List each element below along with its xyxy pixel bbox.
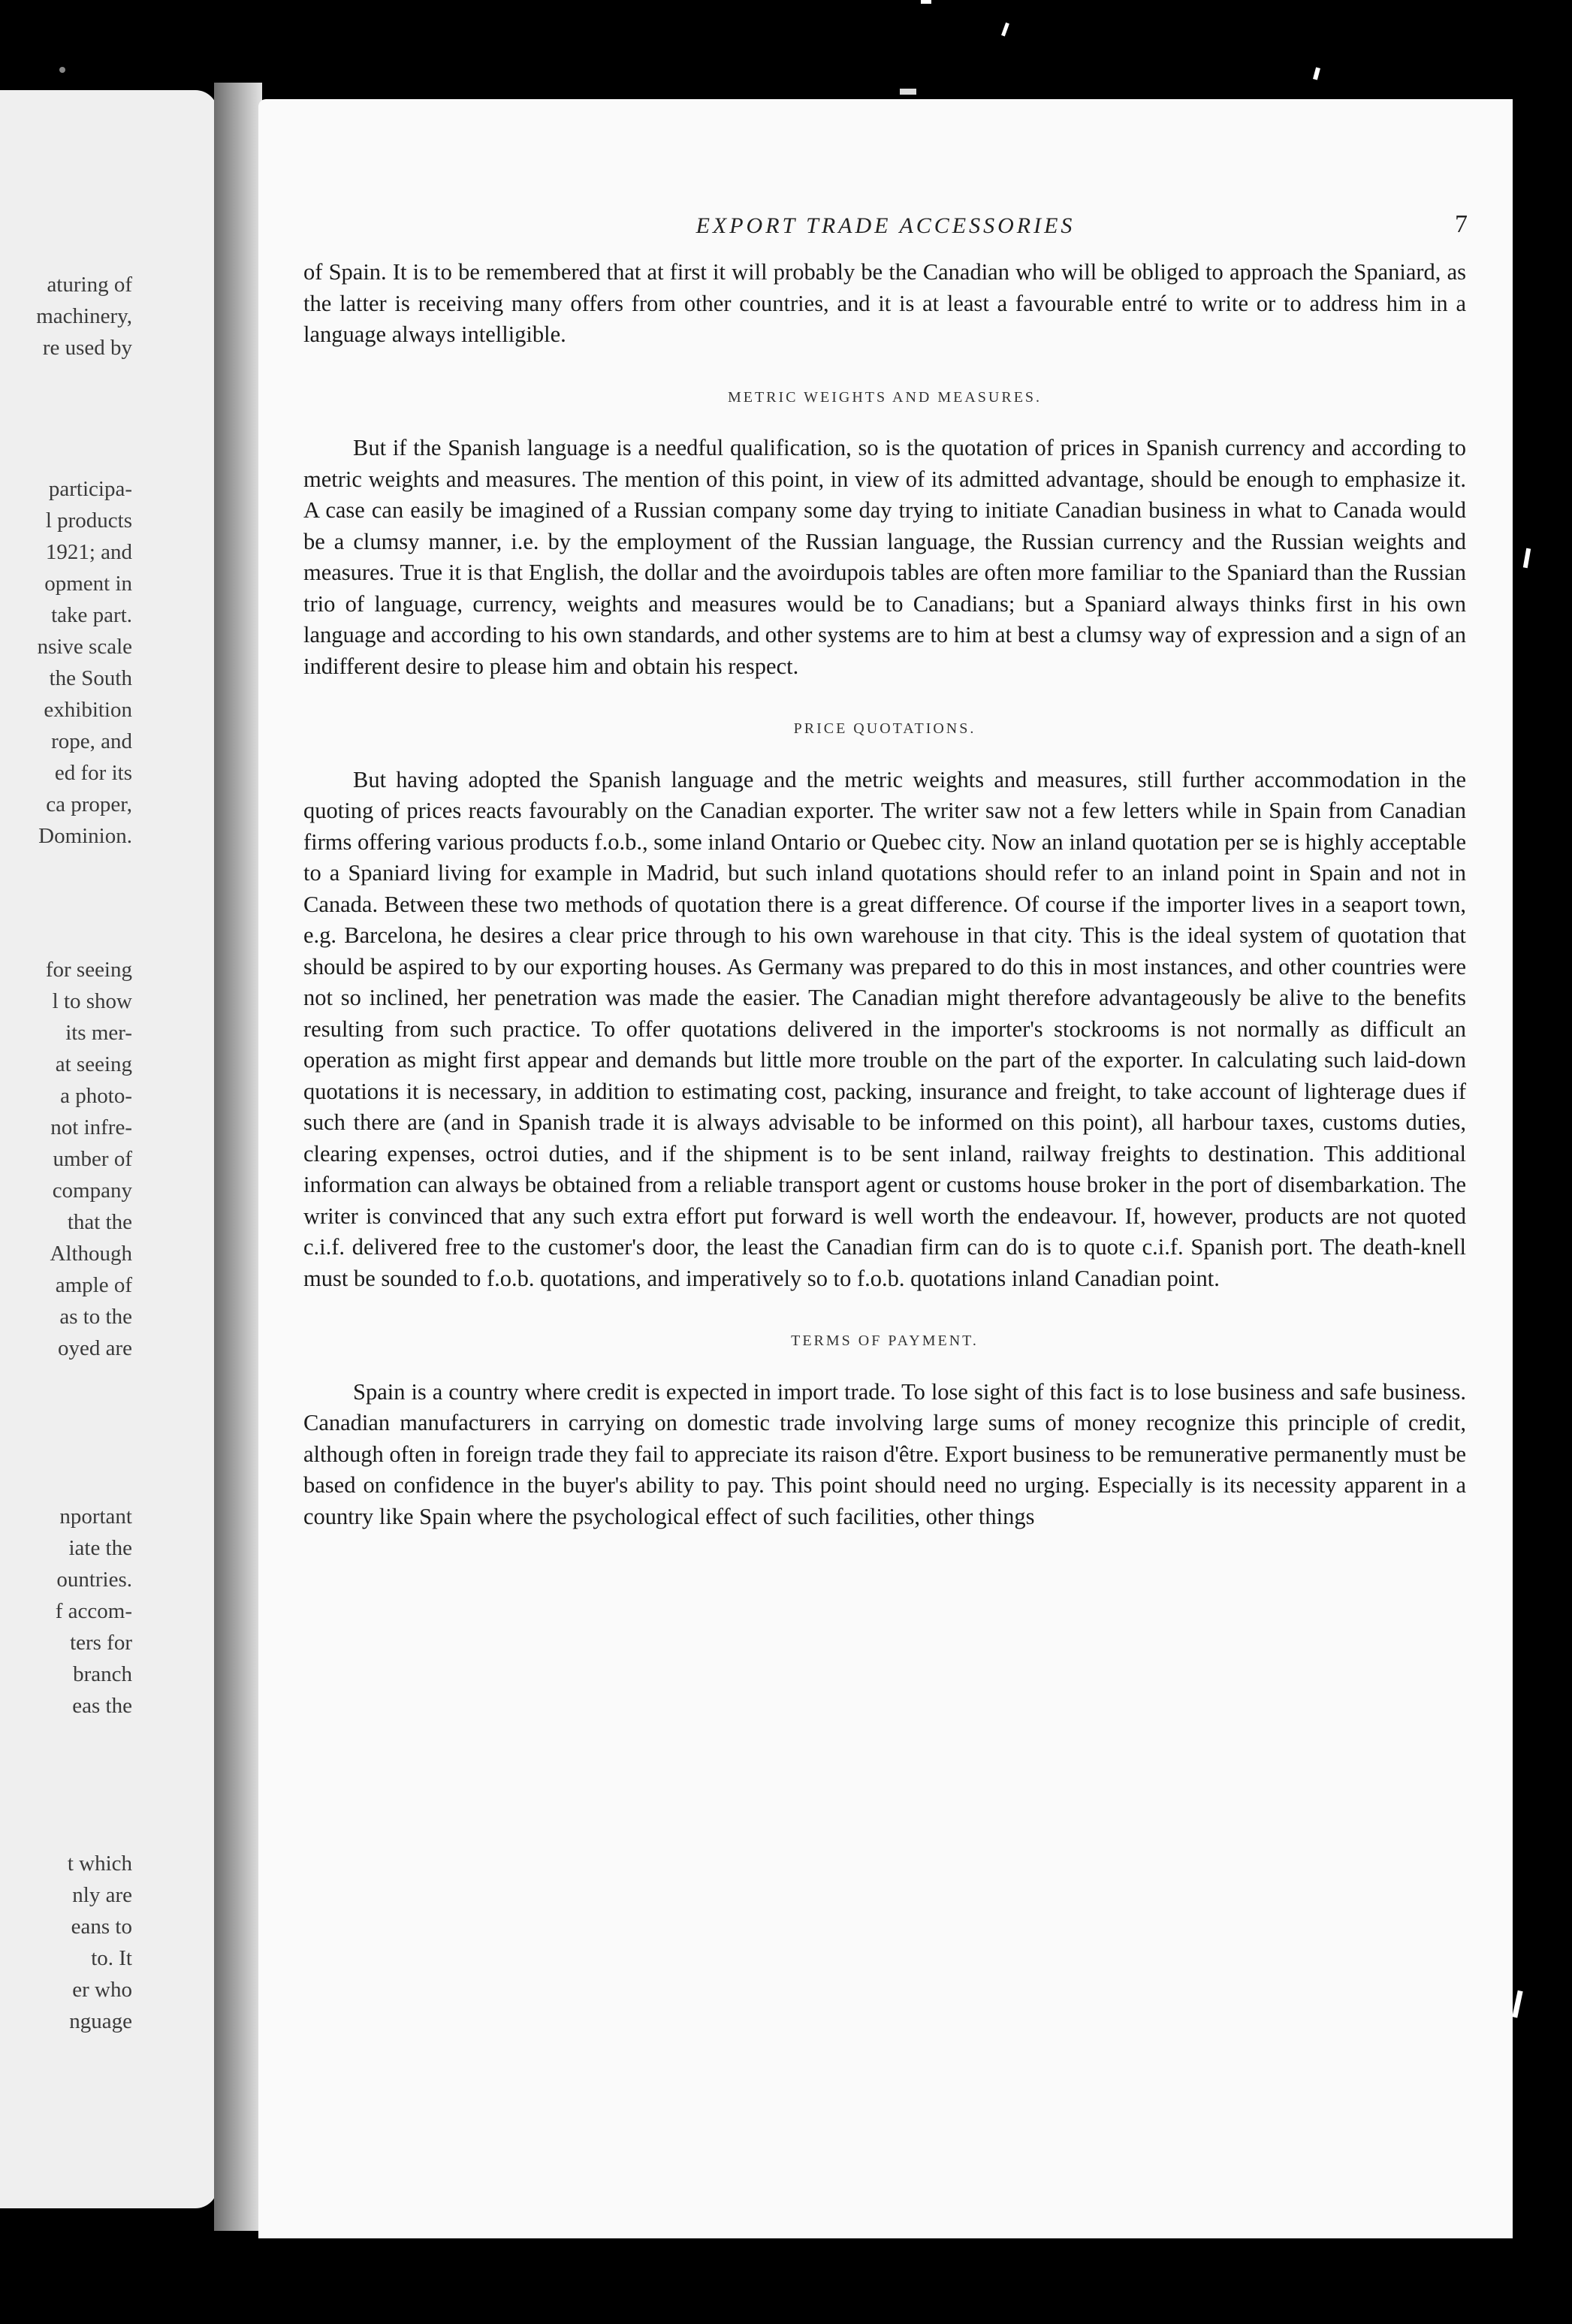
left-page-fragment-5 [68, 1848, 132, 2037]
fragment-line: f accom- [55, 1599, 132, 1623]
fragment-line: as to the [59, 1305, 132, 1329]
book-page [258, 99, 1513, 2238]
fragment-line: eans to [71, 1915, 132, 1939]
fragment-line: re used by [42, 336, 132, 360]
left-facing-page [0, 90, 218, 2208]
left-page-fragment-4 [56, 1501, 132, 1722]
fragment-line: umber of [53, 1147, 132, 1171]
left-page-fragment-3 [46, 954, 132, 1364]
fragment-line: l to show [52, 989, 132, 1013]
page-number: 7 [1455, 210, 1468, 238]
page-header [303, 210, 1468, 251]
fragment-line: ters for [70, 1631, 132, 1655]
left-page-fragment-1 [36, 269, 132, 364]
fragment-line: its mer- [65, 1021, 132, 1045]
fragment-line: er who [72, 1978, 132, 2002]
fragment-line: Although [50, 1242, 132, 1266]
section-heading-metric: METRIC WEIGHTS AND MEASURES. [727, 388, 1042, 406]
fragment-line: ample of [55, 1273, 132, 1297]
fragment-line: 1921; and [45, 540, 132, 564]
body-text [303, 257, 1466, 1532]
fragment-line: eas the [72, 1694, 132, 1718]
fragment-line: exhibition [44, 698, 132, 722]
book-gutter [214, 83, 262, 2231]
fragment-line: at seeing [55, 1052, 132, 1076]
fragment-line: machinery, [36, 304, 132, 328]
fragment-line: that the [67, 1210, 132, 1234]
fragment-line: nly are [72, 1883, 132, 1907]
fragment-line: participa- [48, 477, 132, 501]
fragment-line: nsive scale [37, 635, 132, 659]
fragment-line: company [52, 1179, 132, 1203]
fragment-line: branch [73, 1662, 132, 1686]
fragment-line: oyed are [57, 1336, 132, 1360]
fragment-line: ountries. [56, 1568, 132, 1592]
fragment-line: take part. [51, 603, 132, 627]
running-title: EXPORT TRADE ACCESSORIES [695, 213, 1076, 238]
metric-paragraph: But if the Spanish language is a needful qualification, so is the quotation of prices in Spanish currency and according to metric weights and measures. The mention of this point, in view of its admitted advantage, should be enough to emphasize it. A case can easily be imagined of a Russian company some day trying to initiate Canadian business in what to Canada would be a clumsy manner, i.e. by the employment of the Russian language, the Russian currency and the Russian weights and measures. True it is that English, the dollar and the avoirdupois tables are often more familiar to the Spaniard than the Russian trio of language, currency, weights and measures would be to Canadians; but a Spaniard always thinks first in his own language and according to his own standards, and other systems are to him at best a clumsy way of expression and a sign of an indifferent desire to please him and obtain his respect. [303, 435, 1466, 679]
fragment-line: for seeing [45, 958, 132, 982]
fragment-line: nguage [69, 2009, 132, 2033]
fragment-line: iate the [68, 1536, 132, 1560]
fragment-line: to. It [91, 1946, 132, 1970]
fragment-line: ca proper, [46, 792, 132, 816]
fragment-line: ed for its [54, 761, 132, 785]
section-heading-terms: TERMS OF PAYMENT. [791, 1333, 979, 1349]
fragment-line: a photo- [60, 1084, 132, 1108]
fragment-line: t which [67, 1852, 132, 1876]
fragment-line: aturing of [47, 273, 132, 297]
section-heading-price: PRICE QUOTATIONS. [793, 720, 976, 737]
fragment-line: l products [45, 509, 132, 533]
terms-paragraph: Spain is a country where credit is expected in import trade. To lose sight of this fact is to lose business and safe business. Canadian manufacturers in carrying on domestic trade involving large sums of money recognize this principle of credit, although often in foreign trade they fail to appreciate its raison d'être. Export business to be remunerative permanently must be based on confidence in the buyer's ability to pay. This point should need no urging. Especially is its necessity apparent in a country like Spain where the psychological effect of such facilities, other things [303, 1378, 1466, 1529]
fragment-line: opment in [44, 572, 132, 596]
fragment-line: rope, and [51, 729, 132, 753]
fragment-line: nportant [59, 1505, 132, 1529]
intro-paragraph: of Spain. It is to be remembered that at first it will probably be the Canadian who will be obliged to approach the Spaniard, as the latter is receiving many offers from other countries, and it is at least a favourable entré to write or to address him in a language always intelligible. [303, 259, 1466, 347]
fragment-line: the South [49, 666, 132, 690]
fragment-line: not infre- [50, 1115, 132, 1139]
price-paragraph: But having adopted the Spanish language and the metric weights and measures, still further accommodation in the quoting of prices reacts favourably on the Canadian exporter. The writer saw not a few letters while in Spain from Canadian firms offering various products f.o.b., some inland Ontario or Quebec city. Now an inland quotation per se is highly acceptable to a Spaniard living for example in Madrid, but such inland quotations should refer to an inland point in Spain and not in Canada. Between these two methods of quotation there is a great difference. Of course if the importer lives in a seaport town, e.g. Barcelona, he desires a clear price through to his own warehouse in that city. This is the ideal system of quotation that should be aspired to by our exporting houses. As Germany was prepared to do this in most instances, and other countries were not so inclined, her penetration was made the easier. The Canadian might therefore advantageously be alive to the benefits resulting from such practice. To offer quotations delivered in the importer's stockrooms is not normally as difficult an operation as might first appear and demands but little more trouble on the part of the exporter. In calculating such laid-down quotations it is necessary, in addition to estimating cost, packing, insurance and freight, to take account of lighterage dues if such there are (and in Spanish trade it is always advisable to be informed on this point), all harbour taxes, customs duties, clearing expenses, octroi duties, and if the shipment is to be sent inland, railway freights to destination. This additional information can always be obtained from a reliable transport agent or customs house broker in the port of disembarkation. The writer is convinced that any such extra effort put forward is well worth the endeavour. If, however, products are not quoted c.i.f. delivered free to the customer's door, the least the Canadian firm can do is to quote c.i.f. Spanish port. The death-knell must be sounded to f.o.b. quotations, and imperatively so to f.o.b. quotations inland Canadian point. [303, 766, 1466, 1291]
fragment-line: Dominion. [38, 824, 132, 848]
left-page-fragment-2 [38, 473, 132, 852]
